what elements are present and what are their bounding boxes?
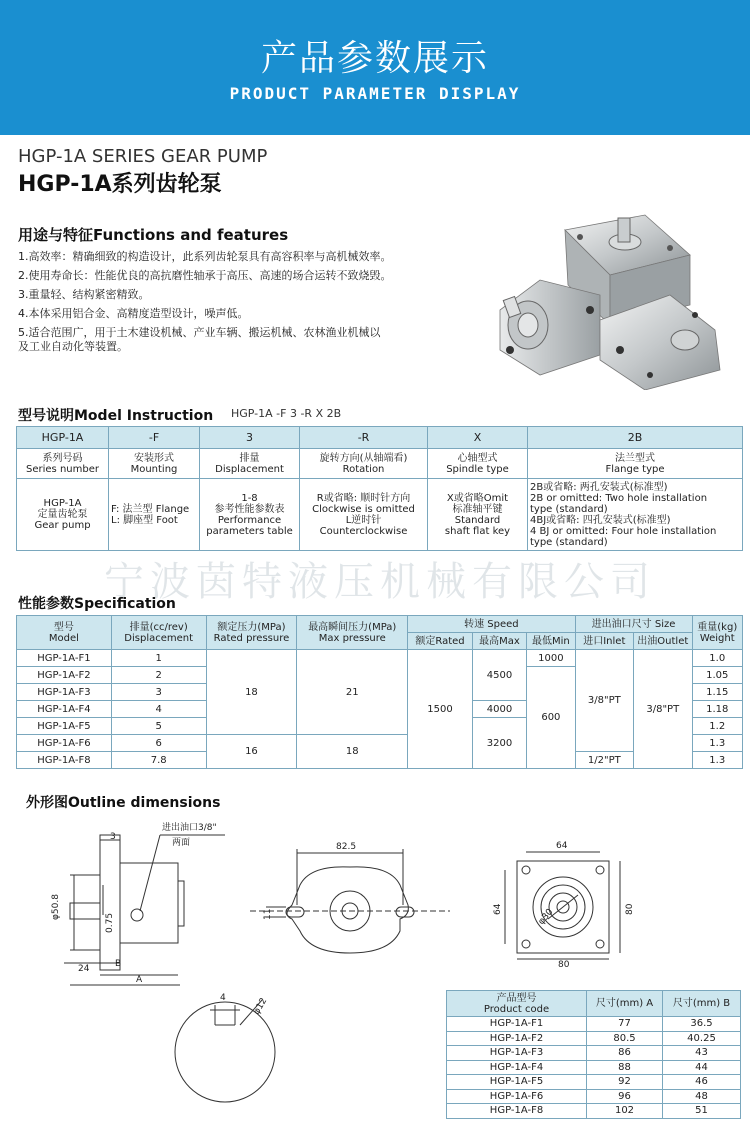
model-detail-cell: R或省略: 顺时针方向 Clockwise is omitted L逆时针 Counterclockwise <box>300 479 428 551</box>
spec-weight: 1.18 <box>692 701 742 718</box>
specification-table <box>16 615 743 769</box>
model-example-code: HGP-1A -F 3 -R X 2B <box>231 407 342 420</box>
dim-label: 4 <box>220 993 226 1003</box>
dim-label: 80 <box>625 903 635 915</box>
spec-header-model: 型号 Model <box>17 616 112 650</box>
dim-header-b: 尺寸(mm) B <box>663 991 741 1017</box>
model-code-cell: HGP-1A <box>17 427 109 449</box>
spec-max-pressure: 21 <box>297 650 408 735</box>
product-title-en: HGP-1A SERIES GEAR PUMP <box>18 146 268 167</box>
dim-label: 80 <box>558 960 570 970</box>
table-row: HGP-1A-F8 102 51 <box>447 1104 741 1119</box>
table-row: HGP-1A-F6 96 48 <box>447 1089 741 1104</box>
spec-header-speed-max: 最高Max <box>472 633 526 650</box>
spec-displacement: 5 <box>111 718 206 735</box>
model-detail-cell: 2B或省略: 两孔安装式(标准型) 2B or omitted: Two hole installation type (standard) 4BJ或省略: 四孔安装式(标准型) 4 BJ or omitted: Four hole installation type (standard) <box>528 479 743 551</box>
model-code-cell: -F <box>109 427 200 449</box>
model-code-cell: 3 <box>200 427 300 449</box>
dim-label: 82.5 <box>336 842 357 852</box>
dim-label: 3 <box>110 832 116 842</box>
spec-inlet: 3/8"PT <box>575 650 633 752</box>
dim-label: 两面 <box>172 838 191 848</box>
spec-weight: 1.3 <box>692 752 742 769</box>
spec-weight: 1.0 <box>692 650 742 667</box>
dim-label: B <box>115 959 122 969</box>
spec-model: HGP-1A-F5 <box>17 718 112 735</box>
model-name-cell: 心轴型式 Spindle type <box>428 449 528 479</box>
spec-speed-min: 1000 <box>527 650 575 667</box>
dim-header-code: 产品型号 Product code <box>447 991 587 1017</box>
spec-header-speed-rated: 额定Rated <box>408 633 473 650</box>
outline-heading: 外形图Outline dimensions <box>26 795 221 811</box>
spec-weight: 1.05 <box>692 667 742 684</box>
feature-item: 2.使用寿命长：性能优良的高抗磨性轴承于高压、高速的场合运转不致烧毁。 <box>18 269 392 282</box>
spec-displacement: 7.8 <box>111 752 206 769</box>
spec-header-inlet: 进口Inlet <box>575 633 633 650</box>
dimension-table <box>446 990 741 1119</box>
table-row: HGP-1A-F3 86 43 <box>447 1046 741 1061</box>
spec-header-rated-pressure: 额定压力(MPa) Rated pressure <box>206 616 297 650</box>
model-detail-cell: 1-8 参考性能参数表 Performance parameters table <box>200 479 300 551</box>
feature-item: 1.高效率：精确细致的构造设计，此系列齿轮泵具有高容积率与高机械效率。 <box>18 250 392 263</box>
functions-heading: 用途与特征Functions and features <box>18 226 289 244</box>
spec-speed-min: 600 <box>527 667 575 769</box>
features-list <box>18 250 478 354</box>
spec-displacement: 1 <box>111 650 206 667</box>
spec-model: HGP-1A-F8 <box>17 752 112 769</box>
spec-header-port-size: 进出油口尺寸 Size <box>575 616 692 633</box>
model-code-cell: -R <box>300 427 428 449</box>
spec-speed-max: 4000 <box>472 701 526 718</box>
spec-outlet: 3/8"PT <box>634 650 692 769</box>
model-instruction-heading: 型号说明Model Instruction <box>18 408 214 424</box>
dim-label: 64 <box>493 903 503 915</box>
spec-model: HGP-1A-F1 <box>17 650 112 667</box>
spec-header-speed-min: 最低Min <box>527 633 575 650</box>
company-watermark: 宁波茵特液压机械有限公司 <box>104 559 656 605</box>
spec-header-max-pressure: 最高瞬间压力(MPa) Max pressure <box>297 616 408 650</box>
feature-item: 及工业自动化等装置。 <box>18 340 128 353</box>
gear-pump-photo <box>480 210 735 390</box>
model-detail-cell: X或省略Omit 标准轴平键 Standard shaft flat key <box>428 479 528 551</box>
table-row: HGP-1A-F4 88 44 <box>447 1060 741 1075</box>
model-code-cell: 2B <box>528 427 743 449</box>
spec-inlet: 1/2"PT <box>575 752 633 769</box>
dim-label: 64 <box>556 841 568 851</box>
dim-header-a: 尺寸(mm) A <box>587 991 663 1017</box>
model-detail-cell: HGP-1A 定量齿轮泵 Gear pump <box>17 479 109 551</box>
table-row: HGP-1A-F5 92 46 <box>447 1075 741 1090</box>
spec-speed-max: 4500 <box>472 650 526 701</box>
dim-label: 24 <box>78 964 90 974</box>
spec-speed-rated: 1500 <box>408 650 473 769</box>
model-name-cell: 系列号码 Series number <box>17 449 109 479</box>
model-name-cell: 排量 Displacement <box>200 449 300 479</box>
product-title-cn: HGP-1A系列齿轮泵 <box>18 172 222 197</box>
spec-header-displacement: 排量(cc/rev) Displacement <box>111 616 206 650</box>
model-name-cell: 安装形式 Mounting <box>109 449 200 479</box>
spec-rated-pressure: 18 <box>206 650 297 735</box>
spec-header-outlet: 出油Outlet <box>634 633 692 650</box>
dim-label: 进出油口3/8" <box>162 823 217 833</box>
feature-item: 5.适合范围广，用于土木建设机械、产业车辆、搬运机械、农林渔业机械以 <box>18 326 381 339</box>
banner-title-en: PRODUCT PARAMETER DISPLAY <box>229 84 521 103</box>
feature-item: 4.本体采用铝合金、高精度造型设计，噪声低。 <box>18 307 249 320</box>
dim-label: A <box>136 975 143 985</box>
spec-rated-pressure: 16 <box>206 735 297 769</box>
model-instruction-table <box>16 426 743 551</box>
spec-displacement: 4 <box>111 701 206 718</box>
dim-label: 0.75 <box>105 912 115 933</box>
spec-speed-max: 3200 <box>472 718 526 769</box>
model-name-cell: 法兰型式 Flange type <box>528 449 743 479</box>
spec-header-speed: 转速 Speed <box>408 616 575 633</box>
dim-label: φ12 <box>251 996 270 1017</box>
model-name-cell: 旋转方向(从轴端看) Rotation <box>300 449 428 479</box>
spec-model: HGP-1A-F6 <box>17 735 112 752</box>
spec-model: HGP-1A-F2 <box>17 667 112 684</box>
banner-title-cn: 产品参数展示 <box>260 38 489 79</box>
model-detail-cell: F: 法兰型 Flange L: 脚座型 Foot <box>109 479 200 551</box>
spec-weight: 1.15 <box>692 684 742 701</box>
spec-model: HGP-1A-F4 <box>17 701 112 718</box>
spec-max-pressure: 18 <box>297 735 408 769</box>
spec-weight: 1.3 <box>692 735 742 752</box>
dim-label: φ50.8 <box>51 894 61 920</box>
dim-label: φ30 <box>536 907 556 927</box>
specification-heading: 性能参数Specification <box>18 596 176 612</box>
table-row: HGP-1A-F1 77 36.5 <box>447 1017 741 1032</box>
spec-displacement: 2 <box>111 667 206 684</box>
table-row: HGP-1A-F2 80.5 40.25 <box>447 1031 741 1046</box>
spec-header-weight: 重量(kg) Weight <box>692 616 742 650</box>
dim-label: 11 <box>263 908 273 920</box>
spec-model: HGP-1A-F3 <box>17 684 112 701</box>
model-code-cell: X <box>428 427 528 449</box>
spec-displacement: 3 <box>111 684 206 701</box>
spec-weight: 1.2 <box>692 718 742 735</box>
spec-displacement: 6 <box>111 735 206 752</box>
feature-item: 3.重量轻、结构紧密精致。 <box>18 288 150 301</box>
